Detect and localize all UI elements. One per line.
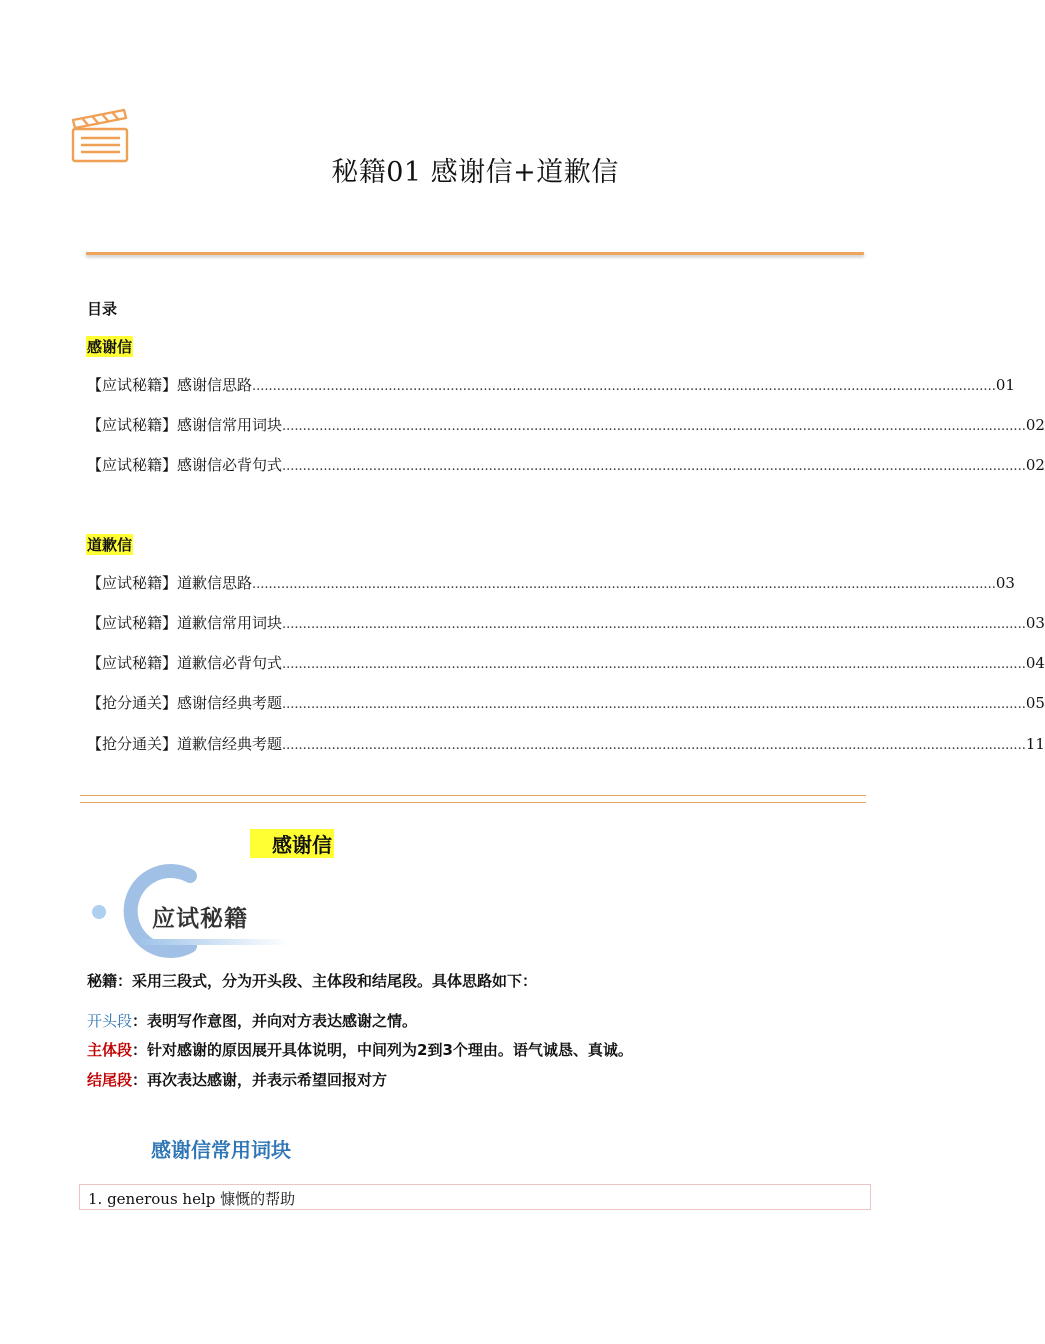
toc-entry[interactable] bbox=[87, 454, 1045, 475]
toc-entry-label: 【应试秘籍】道歉信常用词块 bbox=[87, 614, 283, 632]
toc-entry-page: 04 bbox=[1025, 654, 1045, 672]
toc-entry-page: 02 bbox=[1025, 416, 1045, 434]
toc-entry-page: 05 bbox=[1025, 694, 1045, 712]
phrase-table bbox=[79, 1184, 871, 1210]
toc-leader: .................................................................................................................................................................................... bbox=[252, 379, 996, 394]
opening-text: ：表明写作意图，并向对方表达感谢之情。 bbox=[132, 1012, 418, 1030]
section-banner: 感谢信 bbox=[250, 829, 334, 858]
intro-label: 秘籍： bbox=[87, 972, 133, 990]
toc-entry[interactable] bbox=[87, 733, 1045, 754]
toc-entry-page: 11 bbox=[1025, 735, 1045, 753]
title-divider bbox=[86, 252, 864, 255]
toc-leader: .................................................................................................................................................................................... bbox=[282, 459, 1026, 474]
toc-entry-page: 03 bbox=[1025, 614, 1045, 632]
intro-paragraph bbox=[87, 970, 537, 991]
toc-leader: .................................................................................................................................................................................... bbox=[282, 738, 1026, 753]
toc-entry-page: 03 bbox=[995, 574, 1015, 592]
toc-entry[interactable] bbox=[87, 692, 1045, 713]
toc-entry[interactable] bbox=[87, 374, 1015, 395]
toc-leader: .................................................................................................................................................................................... bbox=[252, 577, 996, 592]
toc-leader: .................................................................................................................................................................................... bbox=[282, 657, 1026, 672]
body-paragraph bbox=[87, 1039, 633, 1060]
toc-entry-label: 【抢分通关】感谢信经典考题 bbox=[87, 694, 283, 712]
closing-paragraph bbox=[87, 1069, 387, 1090]
opening-paragraph bbox=[87, 1010, 417, 1031]
toc-entry-label: 【应试秘籍】感谢信常用词块 bbox=[87, 416, 283, 434]
toc-entry[interactable] bbox=[87, 572, 1015, 593]
toc-entry-label: 【应试秘籍】感谢信思路 bbox=[87, 376, 253, 394]
badge-text: 应试秘籍 bbox=[152, 906, 248, 932]
toc-leader: .................................................................................................................................................................................... bbox=[282, 697, 1026, 712]
toc-entry-label: 【应试秘籍】道歉信思路 bbox=[87, 574, 253, 592]
section-divider bbox=[80, 795, 866, 796]
toc-entry[interactable] bbox=[87, 612, 1045, 633]
intro-text: 采用三段式，分为开头段、主体段和结尾段。具体思路如下： bbox=[132, 972, 538, 990]
subheading: 感谢信常用词块 bbox=[151, 1138, 291, 1162]
toc-heading: 目录 bbox=[87, 300, 118, 318]
toc-leader: .................................................................................................................................................................................... bbox=[282, 617, 1026, 632]
body-label: 主体段 bbox=[87, 1041, 133, 1059]
closing-text: ：再次表达感谢，并表示希望回报对方 bbox=[132, 1071, 388, 1089]
toc-entry-label: 【应试秘籍】感谢信必背句式 bbox=[87, 456, 283, 474]
toc-thanks-label: 感谢信 bbox=[87, 338, 133, 356]
section-divider bbox=[80, 802, 866, 803]
opening-label: 开头段 bbox=[87, 1012, 133, 1030]
toc-leader: .................................................................................................................................................................................... bbox=[282, 419, 1026, 434]
page-title: 秘籍01 感谢信+道歉信 bbox=[331, 157, 619, 188]
closing-label: 结尾段 bbox=[87, 1071, 133, 1089]
toc-apology-label: 道歉信 bbox=[87, 536, 133, 554]
body-text: ：针对感谢的原因展开具体说明，中间列为2到3个理由。语气诚恳、真诚。 bbox=[132, 1041, 633, 1059]
toc-entry-label: 【应试秘籍】道歉信必背句式 bbox=[87, 654, 283, 672]
section-badge bbox=[90, 866, 300, 956]
toc-entry-page: 02 bbox=[1025, 456, 1045, 474]
toc-entry[interactable] bbox=[87, 652, 1045, 673]
toc-entry-label: 【抢分通关】道歉信经典考题 bbox=[87, 735, 283, 753]
table-row: 1. generous help 慷慨的帮助 bbox=[88, 1190, 296, 1208]
toc-entry-page: 01 bbox=[995, 376, 1015, 394]
toc-entry[interactable] bbox=[87, 414, 1045, 435]
